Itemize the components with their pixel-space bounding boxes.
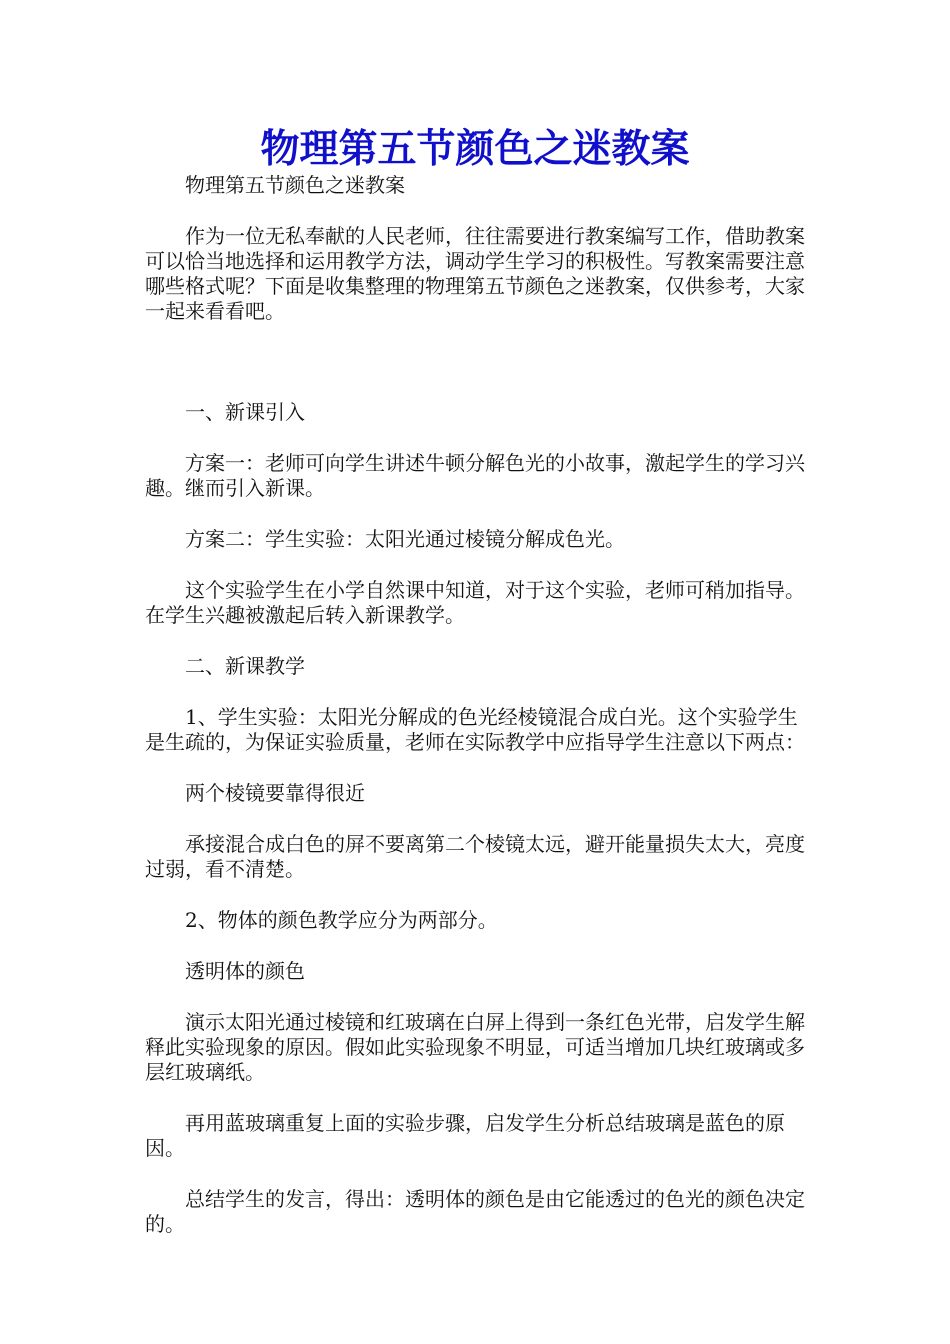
paragraph-blue-glass: 再用蓝玻璃重复上面的实验步骤，启发学生分析总结玻璃是蓝色的原因。	[145, 1111, 785, 1160]
section-heading-intro: 一、新课引入	[185, 400, 305, 424]
section-heading-teaching: 二、新课教学	[185, 654, 305, 678]
paragraph-red-glass-demo: 演示太阳光通过棱镜和红玻璃在白屏上得到一条红色光带，启发学生解释此实验现象的原因。假如此实验现象不明显，可适当增加几块红玻璃或多层红玻璃纸。	[145, 1010, 805, 1084]
document-title: 物理第五节颜色之迷教案	[260, 126, 690, 172]
paragraph-plan-one: 方案一：老师可向学生讲述牛顿分解色光的小故事，激起学生的学习兴趣。继而引入新课。	[145, 451, 805, 500]
paragraph-screen-distance: 承接混合成白色的屏不要离第二个棱镜太远，避开能量损失太大，亮度过弱，看不清楚。	[145, 832, 805, 881]
paragraph-step-one: 1、学生实验：太阳光分解成的色光经棱镜混合成白光。这个实验学生是生疏的，为保证实验质量，老师在实际教学中应指导学生注意以下两点：	[145, 705, 805, 754]
intro-paragraph: 作为一位无私奉献的人民老师，往往需要进行教案编写工作，借助教案可以恰当地选择和运用教学方法，调动学生学习的积极性。写教案需要注意哪些格式呢？下面是收集整理的物理第五节颜色之迷教案，仅供参考，大家一起来看看吧。	[145, 224, 805, 323]
subtitle-paragraph: 物理第五节颜色之迷教案	[185, 173, 405, 197]
paragraph-prism-close: 两个棱镜要靠得很近	[185, 781, 365, 805]
paragraph-plan-two: 方案二：学生实验：太阳光通过棱镜分解成色光。	[185, 527, 625, 551]
paragraph-transparent-heading: 透明体的颜色	[185, 959, 305, 983]
paragraph-experiment-note: 这个实验学生在小学自然课中知道，对于这个实验，老师可稍加指导。在学生兴趣被激起后转入新课教学。	[145, 578, 805, 627]
paragraph-step-two: 2、物体的颜色教学应分为两部分。	[185, 908, 498, 932]
document-body	[145, 173, 813, 1237]
paragraph-conclusion: 总结学生的发言，得出：透明体的颜色是由它能透过的色光的颜色决定的。	[145, 1187, 805, 1236]
